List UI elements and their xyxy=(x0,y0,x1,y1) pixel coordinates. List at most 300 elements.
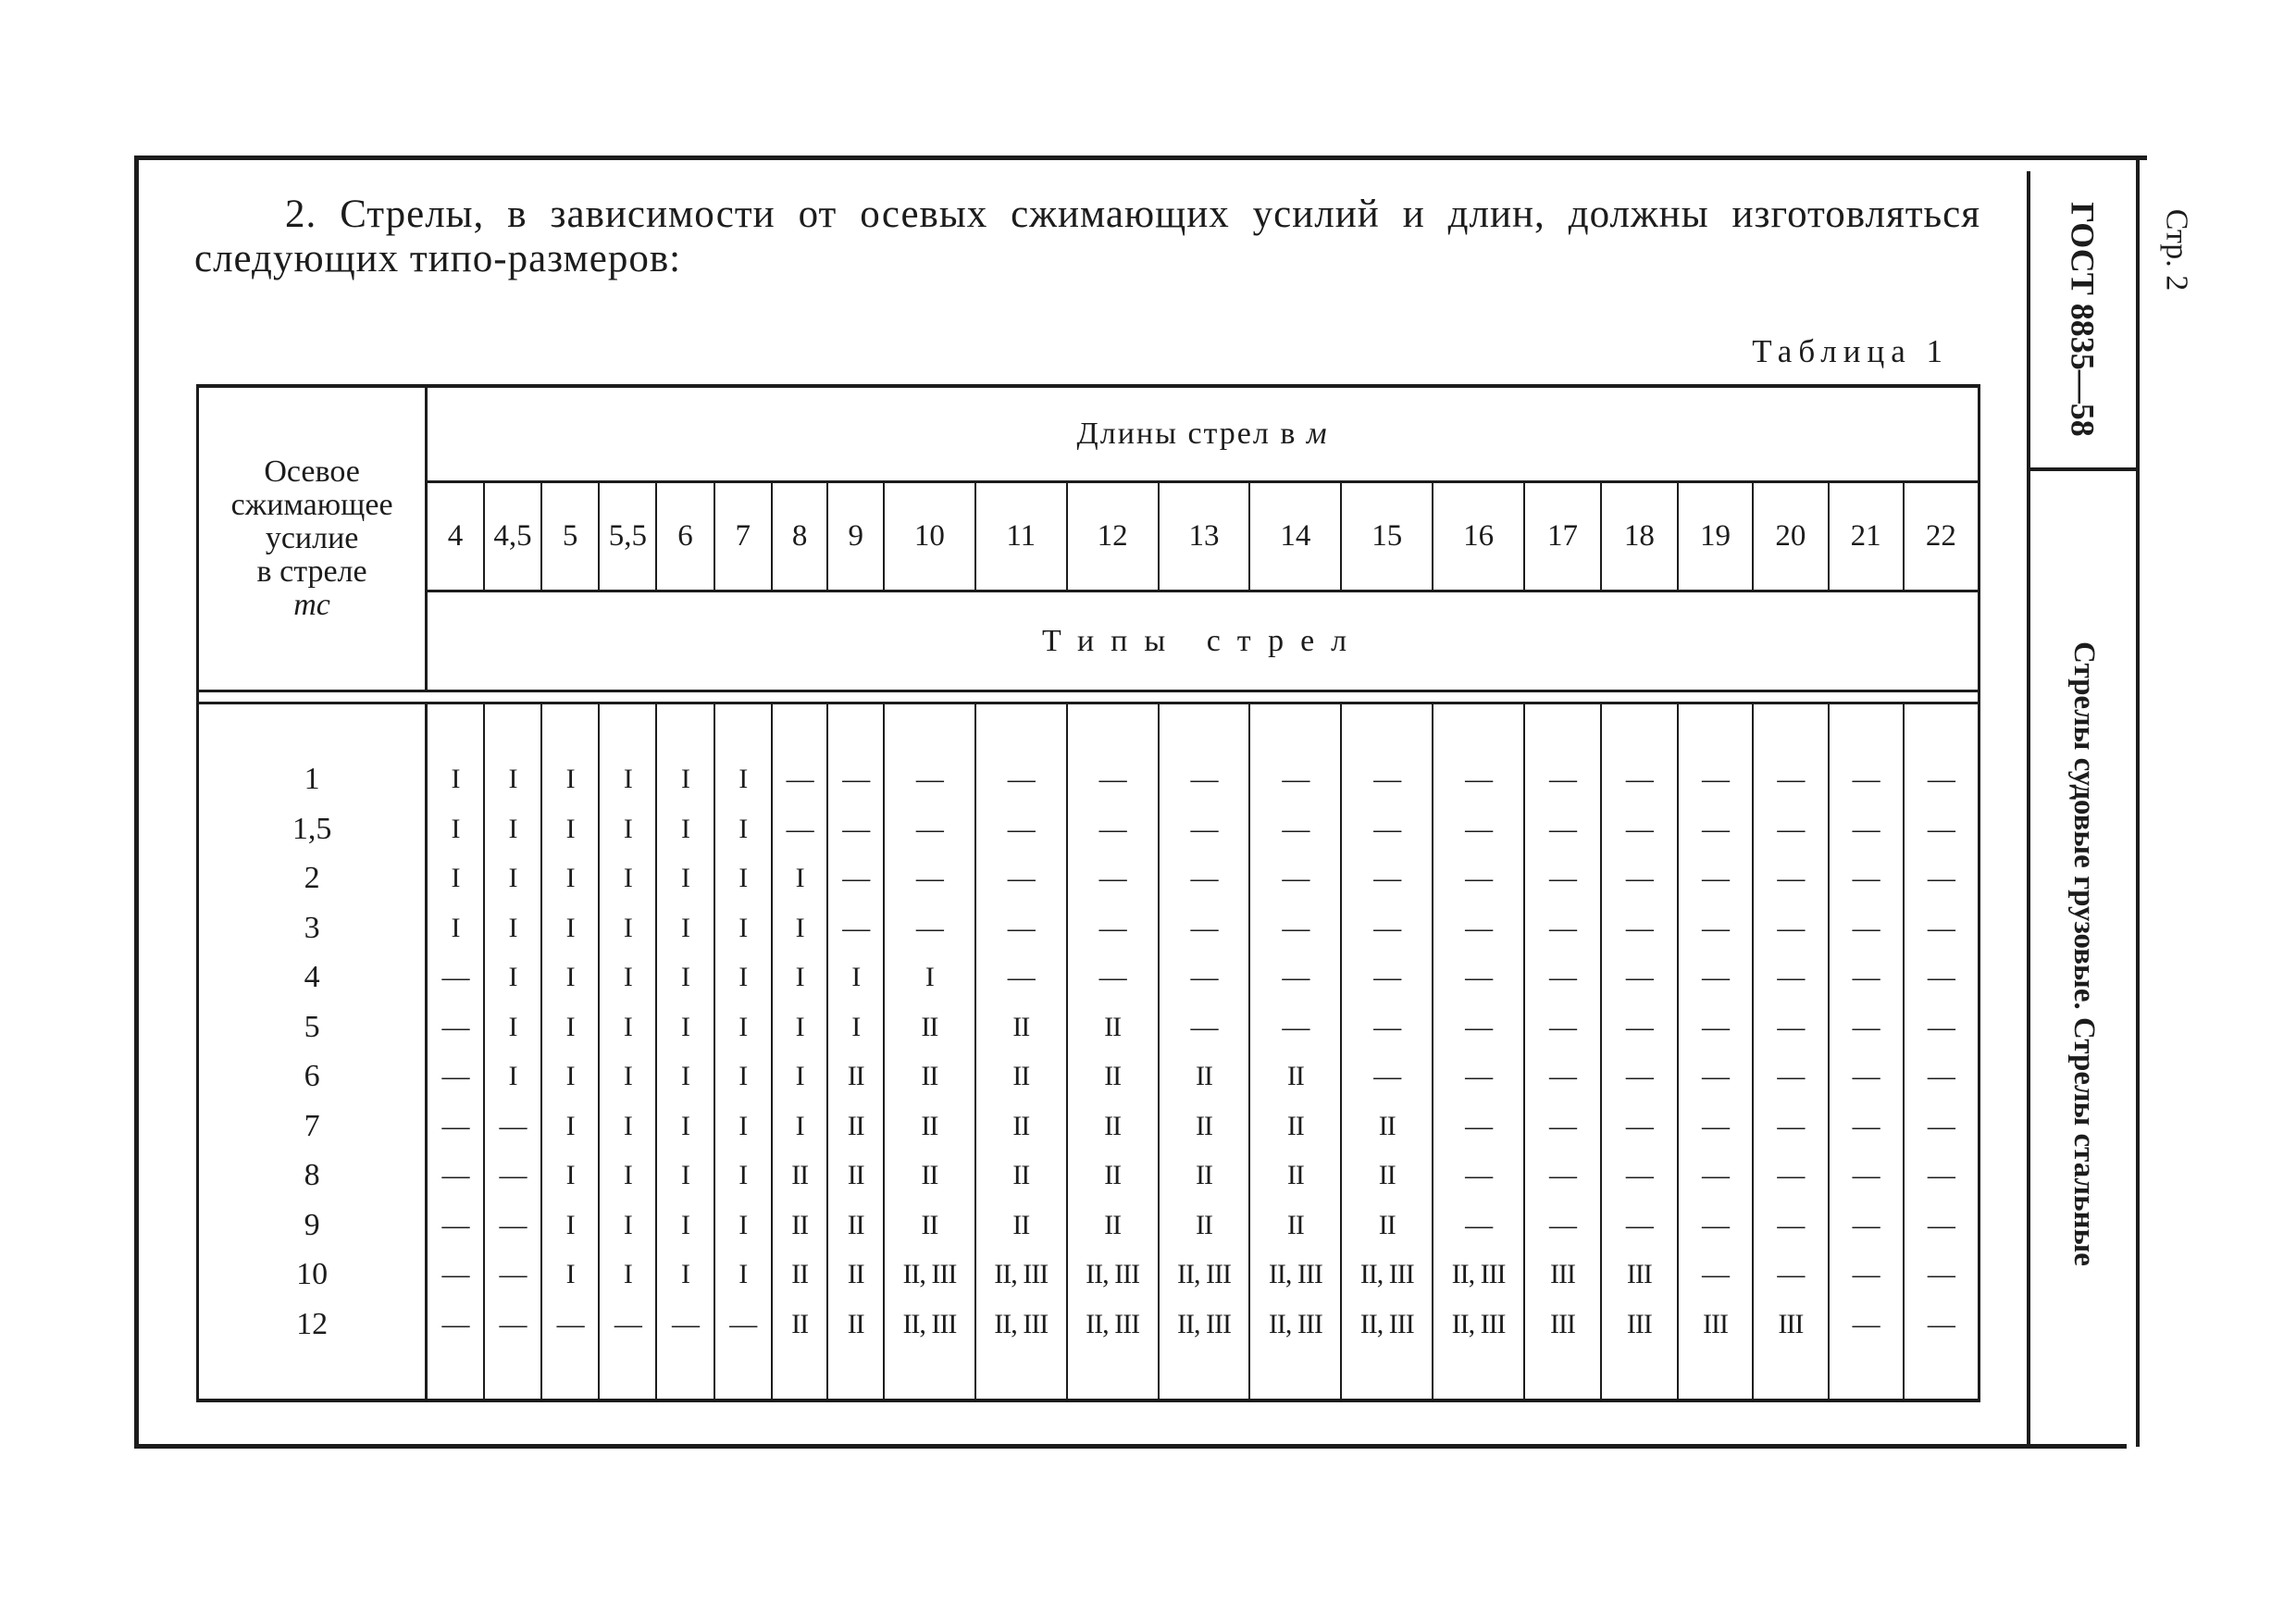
length-header-cell: 12 xyxy=(1067,482,1159,591)
type-cell: — xyxy=(556,1308,584,1339)
type-cell: II, III xyxy=(994,1308,1049,1339)
type-cell: II xyxy=(847,1061,864,1091)
type-cell: — xyxy=(441,1011,469,1042)
type-cell: — xyxy=(1007,863,1035,893)
type-column xyxy=(541,703,599,1401)
type-cell: — xyxy=(499,1259,527,1289)
type-cell: — xyxy=(1625,863,1653,893)
type-cell: II xyxy=(791,1259,809,1289)
type-cell: I xyxy=(623,1061,632,1091)
type-cell: I xyxy=(681,1011,690,1042)
length-header-cell: 21 xyxy=(1829,482,1904,591)
type-cell: — xyxy=(1702,1209,1729,1240)
type-cell: I xyxy=(851,1011,861,1042)
type-cell: — xyxy=(1777,1110,1805,1141)
type-cell: — xyxy=(1852,912,1880,943)
type-cell: I xyxy=(795,912,804,943)
type-cell: — xyxy=(441,1308,469,1339)
force-value: 6 xyxy=(304,1059,320,1093)
type-cell: II, III xyxy=(1086,1259,1140,1289)
type-cell: II xyxy=(1196,1160,1212,1190)
type-cell: I xyxy=(623,912,632,943)
type-cell: — xyxy=(1373,863,1401,893)
type-cell: — xyxy=(1625,1011,1653,1042)
type-cell: I xyxy=(508,813,517,844)
type-cell: — xyxy=(499,1308,527,1339)
frame-bottom-rule xyxy=(137,1444,2127,1449)
type-cell: II xyxy=(1104,1209,1122,1240)
length-header-cell: 7 xyxy=(714,482,772,591)
frame-top-rule xyxy=(137,156,2147,160)
type-cell: — xyxy=(1852,863,1880,893)
frame-left-rule xyxy=(134,156,139,1449)
type-cell: — xyxy=(1702,962,1729,992)
length-header-cell: 5,5 xyxy=(599,482,656,591)
type-cell: — xyxy=(1927,1011,1955,1042)
stamp-standard xyxy=(2023,199,2143,440)
type-cell: — xyxy=(1702,863,1729,893)
type-cell: — xyxy=(1625,1160,1653,1190)
type-cell: — xyxy=(1852,1110,1880,1141)
type-column xyxy=(1753,703,1828,1401)
type-cell: — xyxy=(1625,912,1653,943)
type-cell: — xyxy=(1777,1061,1805,1091)
type-cell: — xyxy=(1373,1011,1401,1042)
type-cell: II xyxy=(921,1110,938,1141)
type-cell: — xyxy=(441,962,469,992)
length-header-cell: 8 xyxy=(772,482,828,591)
type-cell: II xyxy=(921,1160,938,1190)
type-cell: I xyxy=(565,1160,575,1190)
header-double-rule xyxy=(198,691,1980,703)
force-value: 1,5 xyxy=(292,811,332,846)
type-cell: — xyxy=(672,1308,700,1339)
type-cell: III xyxy=(1549,1259,1575,1289)
type-cell: II xyxy=(1012,1011,1030,1042)
type-cell: II xyxy=(1378,1160,1396,1190)
length-header-cell: 15 xyxy=(1341,482,1433,591)
type-column xyxy=(884,703,975,1401)
type-cell: — xyxy=(1777,1209,1805,1240)
type-cell: — xyxy=(1927,1061,1955,1091)
type-cell: — xyxy=(842,813,870,844)
type-cell: — xyxy=(1282,813,1309,844)
type-cell: — xyxy=(1098,962,1126,992)
type-cell: I xyxy=(508,1011,517,1042)
type-cell: — xyxy=(1927,962,1955,992)
type-cell: I xyxy=(623,863,632,893)
force-header-line: Осевое xyxy=(264,454,360,489)
type-cell: I xyxy=(623,813,632,844)
type-column xyxy=(1249,703,1341,1401)
type-cell: III xyxy=(1626,1259,1652,1289)
type-cell: — xyxy=(1282,863,1309,893)
type-cell: I xyxy=(795,962,804,992)
type-cell: — xyxy=(1190,863,1218,893)
type-cell: — xyxy=(1702,764,1729,794)
type-cell: II xyxy=(1286,1110,1304,1141)
type-cell: — xyxy=(1465,1209,1493,1240)
type-cell: — xyxy=(1190,912,1218,943)
type-cell: I xyxy=(681,1110,690,1141)
intro-paragraph xyxy=(194,193,1980,281)
type-cell: I xyxy=(623,1110,632,1141)
type-cell: III xyxy=(1703,1308,1728,1339)
type-cell: — xyxy=(1465,1011,1493,1042)
type-cell: — xyxy=(1190,1011,1218,1042)
type-cell: III xyxy=(1626,1308,1652,1339)
type-cell: II xyxy=(847,1110,864,1141)
type-cell: — xyxy=(1282,764,1309,794)
type-cell: — xyxy=(1777,962,1805,992)
type-cell: — xyxy=(1190,764,1218,794)
force-value: 9 xyxy=(304,1207,320,1242)
force-header xyxy=(198,386,427,691)
type-cell: I xyxy=(565,1061,575,1091)
force-value: 1 xyxy=(304,762,320,796)
type-column xyxy=(772,703,828,1401)
lengths-unit: м xyxy=(1306,417,1329,451)
type-cell: — xyxy=(1625,1209,1653,1240)
length-header-cell: 5 xyxy=(541,482,599,591)
force-value: 2 xyxy=(304,861,320,895)
type-cell: — xyxy=(1702,912,1729,943)
type-cell: — xyxy=(499,1160,527,1190)
length-header-cell: 18 xyxy=(1601,482,1678,591)
type-cell: I xyxy=(623,764,632,794)
force-value: 12 xyxy=(296,1306,329,1341)
type-cell: — xyxy=(1548,863,1576,893)
type-cell: — xyxy=(915,863,943,893)
type-cell: I xyxy=(738,764,748,794)
type-cell: II xyxy=(1104,1011,1122,1042)
type-cell: I xyxy=(851,962,861,992)
type-cell: — xyxy=(842,764,870,794)
type-cell: I xyxy=(451,863,460,893)
type-cell: II xyxy=(1378,1110,1396,1141)
type-cell: II, III xyxy=(994,1259,1049,1289)
type-cell: — xyxy=(1852,1160,1880,1190)
type-cell: — xyxy=(1007,912,1035,943)
force-unit: тс xyxy=(293,588,330,622)
type-cell: I xyxy=(795,1011,804,1042)
type-cell: — xyxy=(1777,863,1805,893)
type-cell: — xyxy=(1465,912,1493,943)
type-cell: I xyxy=(565,1259,575,1289)
type-cell: III xyxy=(1778,1308,1804,1339)
type-cell: I xyxy=(623,962,632,992)
type-cell: — xyxy=(1852,1061,1880,1091)
type-cell: — xyxy=(1927,863,1955,893)
force-column xyxy=(198,703,427,1401)
type-cell: I xyxy=(681,813,690,844)
type-cell: I xyxy=(565,813,575,844)
type-cell: — xyxy=(1927,912,1955,943)
standard-number: ГОСТ 8835—58 xyxy=(2065,202,2102,437)
type-cell: I xyxy=(565,1209,575,1240)
type-cell: — xyxy=(1625,813,1653,844)
type-cell: — xyxy=(1548,1209,1576,1240)
type-cell: II xyxy=(1286,1160,1304,1190)
force-header-line: сжимающее xyxy=(230,488,393,522)
type-cell: — xyxy=(1852,813,1880,844)
type-cell: I xyxy=(738,1110,748,1141)
type-column xyxy=(1433,703,1524,1401)
type-cell: — xyxy=(1852,1209,1880,1240)
force-value: 8 xyxy=(304,1158,320,1192)
type-cell: — xyxy=(1548,1160,1576,1190)
type-cell: II, III xyxy=(1268,1259,1322,1289)
type-cell: I xyxy=(925,962,934,992)
force-value: 10 xyxy=(296,1257,329,1291)
type-cell: II, III xyxy=(902,1308,957,1339)
lengths-header xyxy=(427,386,1980,482)
type-cell: I xyxy=(681,1160,690,1190)
type-cell: — xyxy=(1098,912,1126,943)
type-column xyxy=(1904,703,1980,1401)
type-cell: — xyxy=(1548,912,1576,943)
length-header-cell: 13 xyxy=(1159,482,1250,591)
type-cell: — xyxy=(1465,1061,1493,1091)
type-cell: I xyxy=(565,764,575,794)
type-cell: — xyxy=(1007,962,1035,992)
type-cell: I xyxy=(681,1209,690,1240)
type-column xyxy=(427,703,484,1401)
type-cell: — xyxy=(1190,962,1218,992)
type-cell: — xyxy=(1702,1160,1729,1190)
type-cell: I xyxy=(681,1061,690,1091)
type-cell: I xyxy=(565,912,575,943)
type-cell: I xyxy=(795,1061,804,1091)
type-cell: I xyxy=(795,1110,804,1141)
type-cell: II xyxy=(1286,1061,1304,1091)
types-header: Типы стрел xyxy=(1042,623,1364,658)
type-cell: — xyxy=(1373,962,1401,992)
type-cell: — xyxy=(1777,1160,1805,1190)
length-header-cell: 6 xyxy=(656,482,714,591)
length-header-cell: 17 xyxy=(1524,482,1601,591)
type-column xyxy=(599,703,656,1401)
type-cell: I xyxy=(681,1259,690,1289)
type-cell: II, III xyxy=(1177,1259,1231,1289)
stamp-title-box xyxy=(2023,500,2143,1407)
spec-table xyxy=(196,384,1980,1402)
type-cell: II xyxy=(847,1308,864,1339)
type-cell: — xyxy=(1465,1160,1493,1190)
type-cell: I xyxy=(565,863,575,893)
type-cell: II xyxy=(1104,1110,1122,1141)
type-cell: — xyxy=(1373,813,1401,844)
force-value: 5 xyxy=(304,1009,320,1044)
length-header-cell: 10 xyxy=(884,482,975,591)
type-cell: — xyxy=(1548,962,1576,992)
type-cell: — xyxy=(1777,764,1805,794)
type-cell: I xyxy=(738,912,748,943)
type-cell: — xyxy=(441,1110,469,1141)
type-cell: — xyxy=(1702,1110,1729,1141)
type-cell: — xyxy=(1465,813,1493,844)
type-cell: — xyxy=(1852,1011,1880,1042)
type-cell: I xyxy=(681,962,690,992)
type-cell: I xyxy=(795,863,804,893)
type-cell: — xyxy=(1373,912,1401,943)
type-cell: I xyxy=(738,813,748,844)
type-cell: II, III xyxy=(1359,1259,1414,1289)
type-cell: — xyxy=(1927,1259,1955,1289)
type-cell: I xyxy=(623,1259,632,1289)
type-cell: — xyxy=(1852,764,1880,794)
type-cell: II xyxy=(1196,1110,1212,1141)
type-cell: — xyxy=(1465,1110,1493,1141)
table-caption: Таблица 1 xyxy=(1752,333,1949,369)
lengths-header-text: Длины стрел в xyxy=(1076,417,1297,451)
type-cell: — xyxy=(1098,813,1126,844)
type-cell: — xyxy=(1282,912,1309,943)
type-cell: II, III xyxy=(1268,1308,1322,1339)
type-cell: — xyxy=(842,863,870,893)
force-header-line: усилие xyxy=(265,521,359,555)
type-cell: I xyxy=(623,1160,632,1190)
type-cell: — xyxy=(1007,764,1035,794)
force-value: 7 xyxy=(304,1108,320,1143)
type-cell: — xyxy=(842,912,870,943)
type-cell: — xyxy=(1927,1160,1955,1190)
type-cell: I xyxy=(738,1011,748,1042)
type-cell: II xyxy=(1012,1110,1030,1141)
type-cell: — xyxy=(1927,1209,1955,1240)
page-number: Стр. 2 xyxy=(2159,208,2194,292)
type-column xyxy=(1601,703,1678,1401)
type-column xyxy=(1067,703,1159,1401)
force-value: 4 xyxy=(304,960,320,994)
type-column xyxy=(1678,703,1753,1401)
type-cell: I xyxy=(738,962,748,992)
type-cell: II xyxy=(1104,1160,1122,1190)
type-cell: — xyxy=(1927,764,1955,794)
type-cell: II xyxy=(1012,1160,1030,1190)
type-cell: — xyxy=(1098,764,1126,794)
type-column xyxy=(714,703,772,1401)
type-cell: — xyxy=(1282,1011,1309,1042)
type-cell: I xyxy=(451,912,460,943)
type-cell: — xyxy=(1927,1110,1955,1141)
type-cell: II xyxy=(1378,1209,1396,1240)
type-cell: II, III xyxy=(902,1259,957,1289)
type-cell: — xyxy=(1852,1259,1880,1289)
type-cell: — xyxy=(1625,962,1653,992)
type-cell: I xyxy=(508,764,517,794)
type-cell: — xyxy=(1548,764,1576,794)
intro-text: 2. Стрелы, в зависимости от осевых сжимающих усилий и длин, должны изготовляться следующих типо-размеров: xyxy=(194,193,1980,280)
type-cell: — xyxy=(1777,912,1805,943)
type-cell: II, III xyxy=(1359,1308,1414,1339)
type-cell: II, III xyxy=(1451,1308,1506,1339)
length-header-cell: 4,5 xyxy=(484,482,541,591)
length-header-cell: 11 xyxy=(975,482,1067,591)
type-cell: — xyxy=(1548,1061,1576,1091)
type-cell: — xyxy=(786,813,813,844)
type-cell: — xyxy=(1548,1110,1576,1141)
type-column xyxy=(656,703,714,1401)
type-cell: — xyxy=(1852,1308,1880,1339)
type-cell: II xyxy=(1286,1209,1304,1240)
type-cell: — xyxy=(441,1209,469,1240)
type-cell: — xyxy=(915,912,943,943)
type-cell: — xyxy=(915,813,943,844)
type-cell: I xyxy=(451,764,460,794)
type-cell: — xyxy=(499,1209,527,1240)
type-cell: — xyxy=(1702,1011,1729,1042)
page-number-box xyxy=(2143,194,2208,305)
type-cell: II xyxy=(847,1259,864,1289)
type-cell: II xyxy=(791,1308,809,1339)
document-title: Стрелы судовые грузовые. Стрелы стальные xyxy=(2066,641,2101,1266)
type-cell: — xyxy=(1465,962,1493,992)
length-header-cell: 4 xyxy=(427,482,484,591)
type-cell: — xyxy=(441,1160,469,1190)
length-header-cell: 20 xyxy=(1753,482,1828,591)
type-cell: II xyxy=(847,1209,864,1240)
type-cell: — xyxy=(1625,1110,1653,1141)
type-cell: — xyxy=(441,1061,469,1091)
type-cell: — xyxy=(915,764,943,794)
type-cell: I xyxy=(565,1011,575,1042)
type-cell: — xyxy=(786,764,813,794)
type-cell: I xyxy=(738,1209,748,1240)
type-cell: — xyxy=(1927,813,1955,844)
type-cell: — xyxy=(1373,764,1401,794)
type-cell: I xyxy=(738,1061,748,1091)
stamp-divider xyxy=(2027,467,2136,471)
type-cell: — xyxy=(1098,863,1126,893)
type-column xyxy=(1159,703,1250,1401)
type-cell: — xyxy=(614,1308,641,1339)
type-cell: II xyxy=(1104,1061,1122,1091)
type-cell: I xyxy=(738,1160,748,1190)
type-cell: I xyxy=(681,912,690,943)
type-cell: II xyxy=(921,1209,938,1240)
type-cell: I xyxy=(623,1209,632,1240)
force-value: 3 xyxy=(304,910,320,945)
type-column xyxy=(1524,703,1601,1401)
length-header-cell: 14 xyxy=(1249,482,1341,591)
type-cell: — xyxy=(1702,1259,1729,1289)
type-cell: I xyxy=(738,863,748,893)
type-cell: — xyxy=(1927,1308,1955,1339)
type-cell: I xyxy=(508,863,517,893)
length-header-cell: 22 xyxy=(1904,482,1980,591)
type-cell: — xyxy=(729,1308,757,1339)
type-cell: — xyxy=(1625,1061,1653,1091)
type-cell: I xyxy=(623,1011,632,1042)
type-cell: II xyxy=(1196,1209,1212,1240)
type-cell: II xyxy=(791,1209,809,1240)
type-cell: I xyxy=(565,962,575,992)
type-column xyxy=(975,703,1067,1401)
type-cell: I xyxy=(508,962,517,992)
type-cell: II xyxy=(1012,1061,1030,1091)
type-cell: — xyxy=(1777,1259,1805,1289)
type-cell: I xyxy=(681,863,690,893)
type-cell: II, III xyxy=(1086,1308,1140,1339)
type-cell: — xyxy=(1777,813,1805,844)
type-cell: — xyxy=(499,1110,527,1141)
type-cell: I xyxy=(508,912,517,943)
type-cell: — xyxy=(1625,764,1653,794)
type-cell: I xyxy=(681,764,690,794)
type-cell: I xyxy=(451,813,460,844)
type-cell: — xyxy=(441,1259,469,1289)
